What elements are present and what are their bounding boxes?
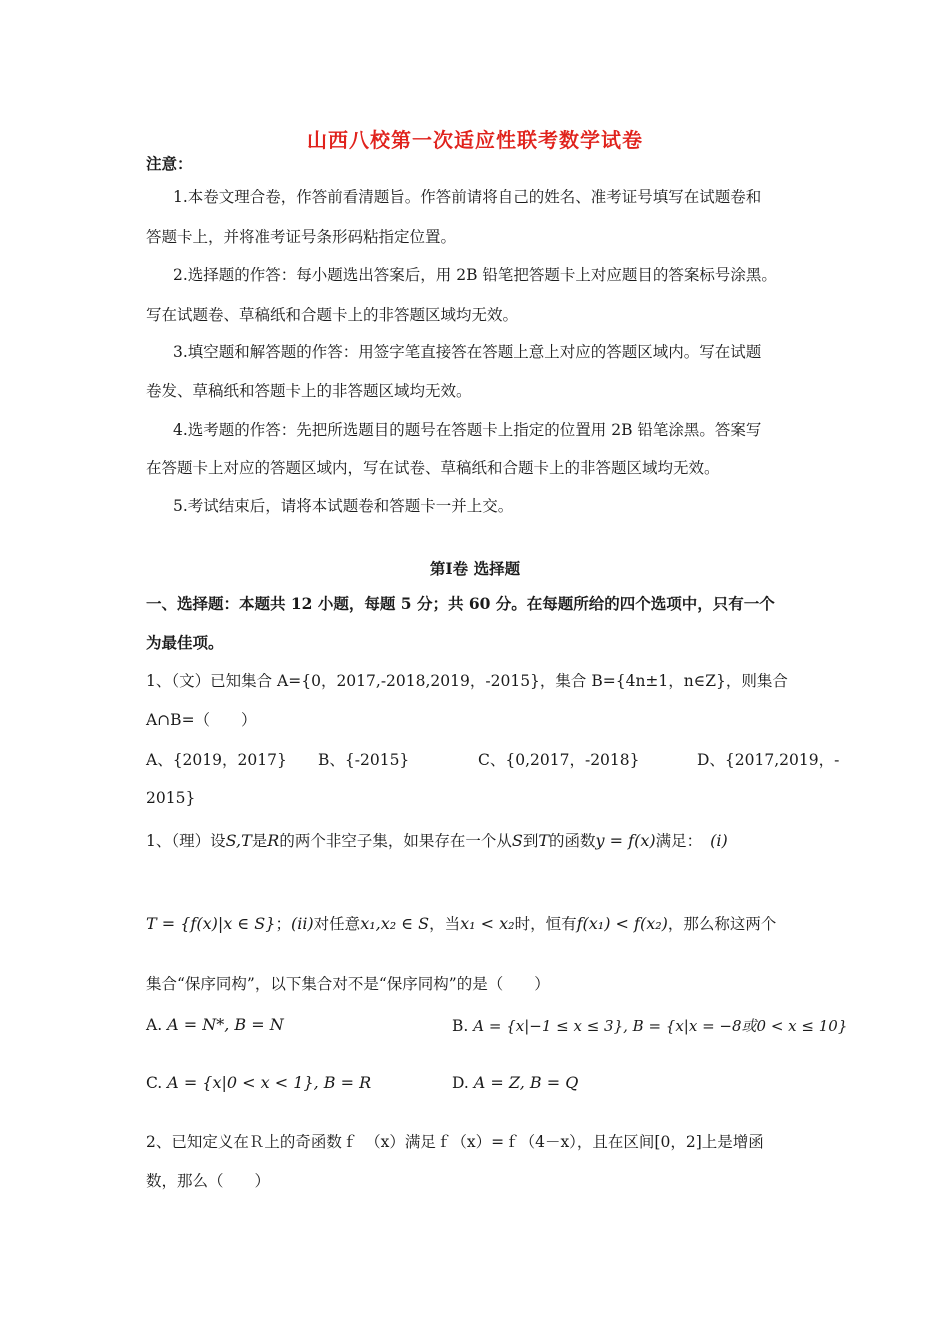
math-formula: A = N*, B = N	[167, 1015, 284, 1034]
math-formula: R	[267, 831, 280, 850]
math-formula: A = {x|−1 ≤ x ≤ 3}, B = {x|x = −8或0 < x ≤ 10}	[473, 1017, 848, 1035]
math-formula: (ii)	[290, 914, 314, 933]
q1-li-text: 是	[251, 832, 268, 850]
notice-line: 3.填空题和解答题的作答：用签字笔直接答在答题上意上对应的答题区域内。写在试题	[173, 343, 762, 361]
math-formula: T	[538, 831, 550, 850]
math-formula: A = {x|0 < x < 1}, B = R	[167, 1073, 372, 1092]
math-formula: f(x₁) < f(x₂)	[576, 914, 668, 933]
option-label: B.	[452, 1017, 469, 1035]
math-formula: S,T	[225, 831, 252, 850]
q1-li-text: 的两个非空子集，如果存在一个从	[279, 832, 512, 850]
option-label: A.	[146, 1016, 163, 1034]
notice-line: 卷发、草稿纸和答题卡上的非答题区域均无效。	[146, 382, 472, 400]
q2-stem: 2、已知定义在Ｒ上的奇函数ｆ （x）满足ｆ（x）=ｆ（4－x），且在区间[0，2]上是增函	[146, 1133, 764, 1151]
q1-li-conditions	[146, 913, 776, 935]
q1-wen-option-d-cont: 2015}	[146, 789, 196, 807]
q1-li-text: ，当	[429, 915, 461, 933]
q1-wen-option-a: A、{2019，2017}	[146, 751, 287, 769]
notice-line: 写在试题卷、草稿纸和合题卡上的非答题区域均无效。	[146, 306, 519, 324]
q1-li-option-c	[146, 1073, 371, 1092]
part-one-heading-cont: 为最佳项。	[146, 633, 224, 652]
q1-li-question: 集合“保序同构”，以下集合对不是“保序同构”的是（ ）	[146, 975, 550, 993]
notice-line: 在答题卡上对应的答题区域内，写在试卷、草稿纸和合题卡上的非答题区域均无效。	[146, 459, 720, 477]
q1-li-text: 到	[522, 832, 539, 850]
q2-stem-cont: 数，那么（ ）	[146, 1172, 271, 1190]
math-formula: T = {f(x)|x ∈ S}	[146, 914, 276, 933]
math-formula: S	[511, 831, 523, 850]
notice-line: 答题卡上，并将准考证号条形码粘指定位置。	[146, 228, 457, 246]
q1-li-option-b	[452, 1015, 847, 1036]
q1-li-stem	[146, 830, 728, 852]
notice-heading: 注意：	[146, 154, 193, 173]
option-label: D.	[452, 1074, 469, 1092]
section-title: 第Ⅰ卷 选择题	[429, 559, 521, 578]
q1-li-text: 时，恒有	[514, 915, 577, 933]
math-formula: (i)	[710, 831, 728, 850]
q1-li-option-a	[146, 1015, 284, 1034]
q1-wen-option-c: C、{0,2017，-2018}	[478, 751, 640, 769]
q1-wen-stem: 1、（文）已知集合 A={0，2017,-2018,2019，-2015}，集合 B={4n±1，n∈Z}，则集合	[146, 672, 788, 690]
math-formula: x₁ < x₂	[460, 914, 515, 933]
math-formula: y = f(x)	[595, 831, 656, 850]
math-formula: A = Z, B = Q	[473, 1073, 579, 1092]
q1-li-text: ，那么称这两个	[667, 915, 777, 933]
q1-li-text: 对任意	[313, 915, 361, 933]
notice-line: 4.选考题的作答：先把所选题目的题号在答题卡上指定的位置用 2B 铅笔涂黑。答案写	[173, 421, 762, 439]
notice-line: 1.本卷文理合卷，作答前看清题旨。作答前请将自己的姓名、准考证号填写在试题卷和	[173, 188, 762, 206]
q1-li-text: 满足：	[655, 832, 703, 850]
q1-li-text: 的函数	[549, 832, 596, 850]
math-formula: x₁,x₂ ∈ S	[360, 914, 430, 933]
q1-li-option-d	[452, 1073, 578, 1092]
option-label: C.	[146, 1074, 163, 1092]
part-one-heading: 一、选择题：本题共 12 小题，每题 5 分；共 60 分。在每题所给的四个选项中，只有一个	[146, 594, 775, 613]
notice-line: 2.选择题的作答：每小题选出答案后，用 2B 铅笔把答题卡上对应题目的答案标号涂黑。	[173, 266, 777, 284]
page-title: 山西八校第一次适应性联考数学试卷	[307, 128, 643, 152]
notice-line: 5.考试结束后，请将本试题卷和答题卡一并上交。	[173, 497, 514, 515]
q1-wen-option-b: B、{-2015}	[318, 751, 410, 769]
q1-li-text: 1、（理）设	[146, 832, 226, 850]
q1-wen-stem-cont: A∩B=（ ）	[146, 711, 257, 729]
q1-wen-option-d: D、{2017,2019，-	[697, 751, 840, 769]
q1-li-text: ；	[275, 915, 291, 933]
